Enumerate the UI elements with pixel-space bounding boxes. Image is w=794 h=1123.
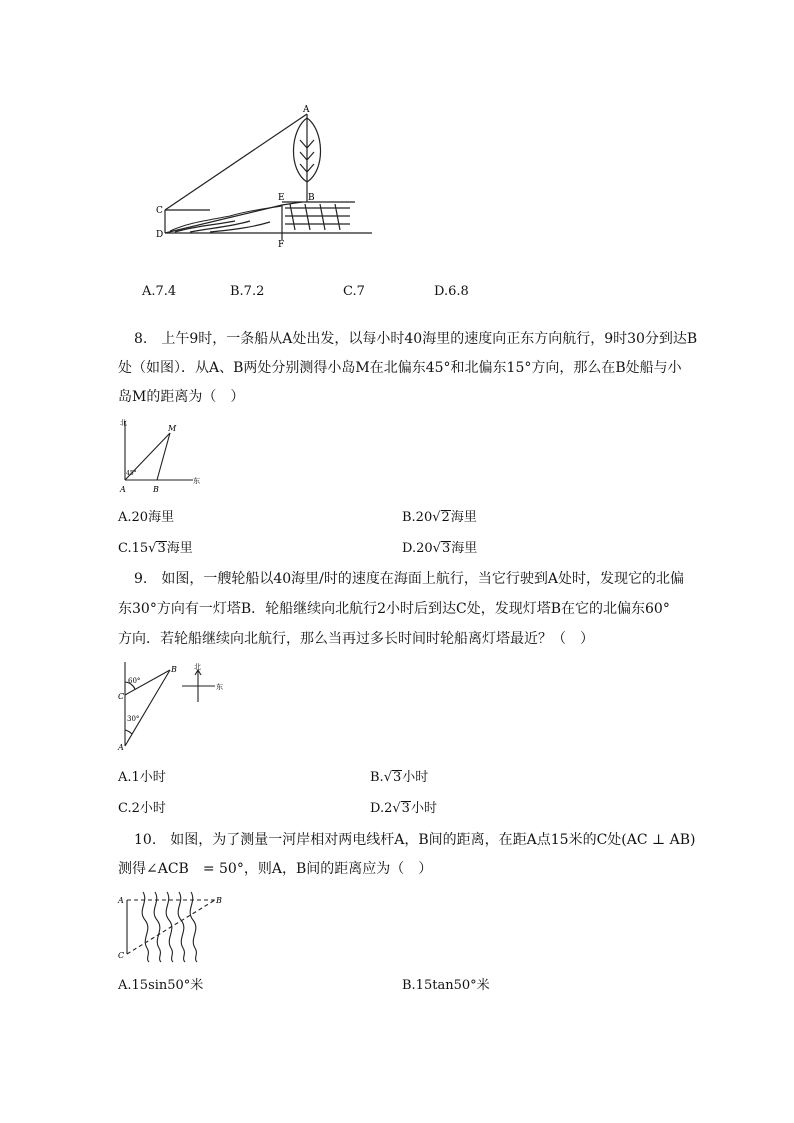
q7-option-a[interactable]: A.7.4	[142, 284, 177, 299]
q9-angle-60: 60°	[128, 677, 141, 685]
q7-option-c[interactable]: C.7	[343, 284, 365, 299]
q10-label-b: B	[216, 896, 222, 905]
q8-option-c[interactable]: C.15√3海里	[118, 541, 193, 556]
q9-north-label: 北	[194, 663, 201, 671]
q10-stem-line-2: 测得∠ACB = 50°，则A，B间的距离应为（ ）	[118, 861, 433, 877]
q8-figure	[115, 415, 205, 497]
q9-angle-30: 30°	[127, 715, 140, 723]
label-e: E	[278, 193, 285, 203]
q9-east-label: 东	[216, 683, 223, 691]
q7-option-b[interactable]: B.7.2	[230, 284, 265, 299]
q9-option-b[interactable]: B.√3小时	[370, 770, 429, 785]
label-a: A	[303, 105, 310, 115]
q10-label-a: A	[118, 896, 124, 905]
q9-stem-line-1: 9. 如图，一艘轮船以40海里/时的速度在海面上航行，当它行驶到A处时，发现它的北偏	[134, 571, 684, 587]
label-c: C	[156, 206, 163, 216]
tree-slope-figure	[150, 100, 380, 250]
q9-stem-line-3: 方向．若轮船继续向北航行，那么当再过多长时间时轮船离灯塔最近？（ ）	[118, 631, 594, 647]
q9-option-a[interactable]: A.1小时	[118, 770, 166, 785]
label-b: B	[308, 193, 315, 203]
q9-label-b: B	[171, 665, 177, 674]
q9-option-c[interactable]: C.2小时	[118, 801, 166, 816]
q8-angle-label: 45°	[126, 470, 137, 477]
q9-option-d[interactable]: D.2√3小时	[370, 801, 437, 816]
q10-option-a[interactable]: A.15sin50°米	[118, 978, 204, 993]
q8-label-m: M	[168, 424, 177, 433]
q10-label-c: C	[118, 951, 125, 960]
q8-stem-line-2: 处（如图）．从A、B两处分别测得小岛M在北偏东45°和北偏东15°方向，那么在B处船与小	[118, 360, 682, 376]
q10-figure	[115, 888, 230, 963]
q8-label-a: A	[120, 485, 126, 494]
q10-stem-line-1: 10. 如图，为了测量一河岸相对两电线杆A，B间的距离，在距A点15米的C处(AC ⊥ AB)	[134, 832, 696, 848]
q9-label-a: A	[118, 743, 124, 752]
q9-stem-line-2: 东30°方向有一灯塔B．轮船继续向北航行2小时后到达C处，发现灯塔B在它的北偏东60°	[118, 601, 670, 617]
q8-option-a[interactable]: A.20海里	[118, 510, 175, 525]
q9-label-c: C	[118, 692, 125, 701]
q9-figure	[115, 660, 235, 752]
q8-east-label: 东	[193, 477, 200, 485]
q8-option-b[interactable]: B.20√2海里	[402, 510, 477, 525]
q8-stem-line-1: 8. 上午9时，一条船从A处出发，以每小时40海里的速度向正东方向航行，9时30分到达B	[134, 331, 698, 347]
q8-stem-line-3: 岛M的距离为（ ）	[118, 389, 245, 405]
q7-option-d[interactable]: D.6.8	[434, 284, 469, 299]
q8-north-label: 北	[120, 419, 127, 427]
label-d: D	[156, 230, 164, 240]
q8-option-d[interactable]: D.20√3海里	[402, 541, 478, 556]
q10-option-b[interactable]: B.15tan50°米	[402, 978, 490, 993]
label-f: F	[278, 240, 285, 250]
q8-label-b: B	[153, 485, 159, 494]
